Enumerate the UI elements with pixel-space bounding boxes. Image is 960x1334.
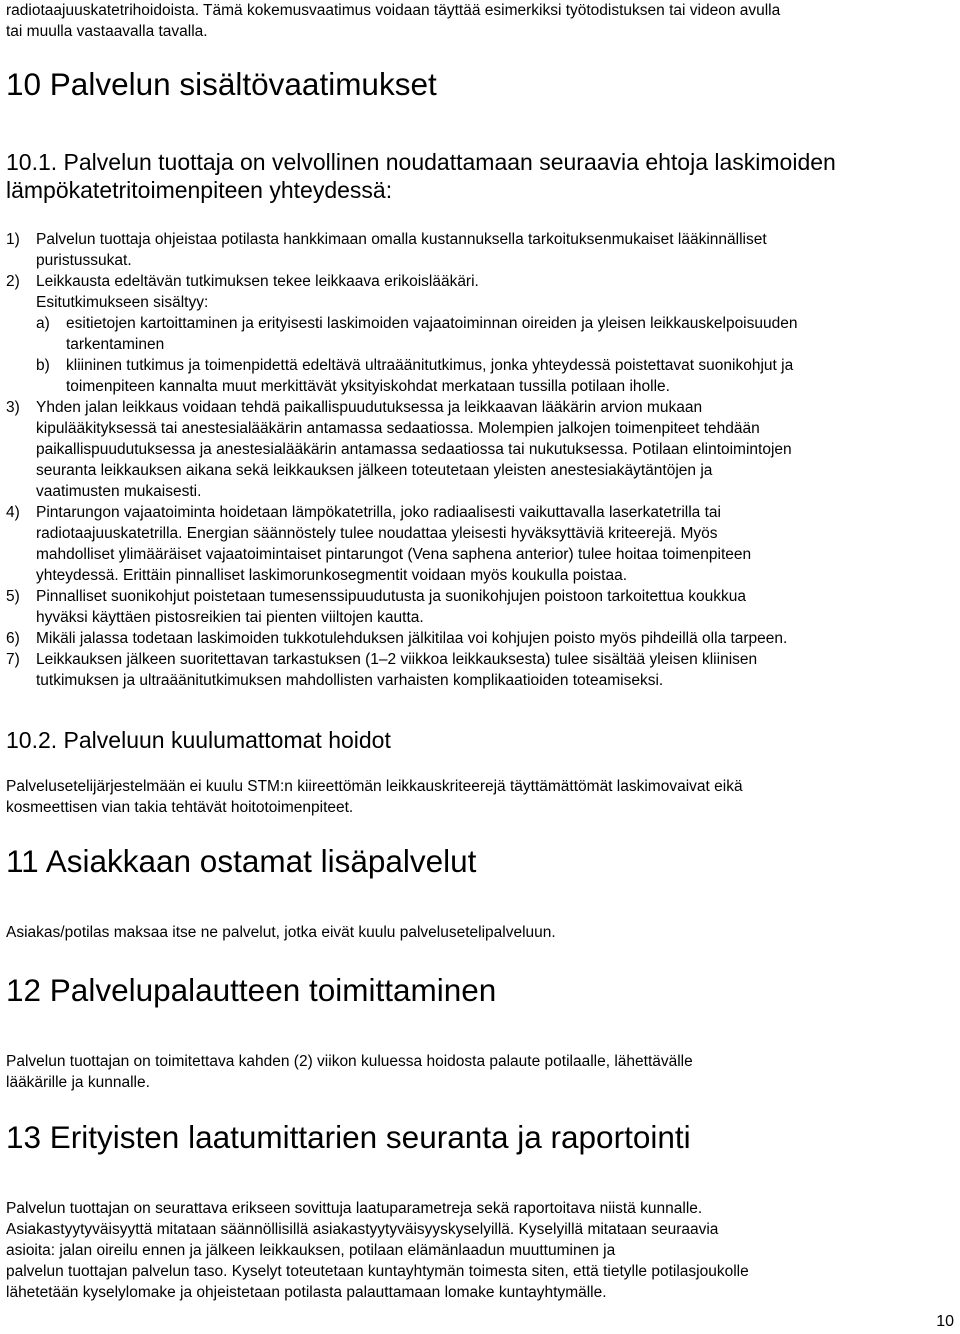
text-line: Mikäli jalassa todetaan laskimoiden tukkotulehduksen jälkitilaa voi kohjujen poisto myös pihdeillä olla tarpeen. — [36, 630, 788, 647]
text-line: lääkärille ja kunnalle. — [6, 1074, 150, 1091]
list-letter: a) — [36, 315, 50, 332]
text-line: puristussukat. — [36, 252, 132, 269]
list-item — [6, 502, 954, 586]
list-item — [6, 229, 954, 271]
list-item — [6, 649, 954, 691]
text-line: Yhden jalan leikkaus voidaan tehdä paikallispuudutuksessa ja leikkaavan lääkärin arvion mukaan — [36, 399, 703, 416]
text-line: toimenpiteen kannalta muut merkittävät yksityiskohdat merkataan tussilla potilaan iholle. — [66, 378, 670, 395]
text-line: tarkentaminen — [66, 336, 165, 353]
section-12-paragraph — [6, 1051, 693, 1093]
subsection-10-1-heading — [6, 148, 836, 204]
text-line: radiotaajuuskatetrihoidoista. Tämä kokemusvaatimus voidaan täyttää esimerkiksi työtodistuksen tai videon avulla — [6, 2, 781, 19]
text-line: asioita: jalan oireilu ennen ja jälkeen leikkauksen, potilaan elämänlaadun muuttuminen ja — [6, 1242, 616, 1259]
section-11-paragraph — [6, 922, 556, 943]
page-number: 10 — [936, 1313, 954, 1330]
text-line: Pintarungon vajaatoiminta hoidetaan lämpökatetrilla, joko radiaalisesti vaikuttavalla laserkatetrilla tai — [36, 504, 721, 521]
list-number: 4) — [6, 504, 20, 521]
text-line: Leikkausta edeltävän tutkimuksen tekee leikkaava erikoislääkäri. — [36, 273, 479, 290]
section-13-paragraph — [6, 1198, 749, 1303]
text-line: kosmeettisen vian takia tehtävät hoitotoimenpiteet. — [6, 799, 354, 816]
heading-line: 10.1. Palvelun tuottaja on velvollinen noudattamaan seuraavia ehtoja laskimoiden — [6, 149, 836, 175]
list-number: 2) — [6, 273, 20, 290]
text-line: esitietojen kartoittaminen ja erityisesti laskimoiden vajaatoiminnan oireiden ja yleisen leikkauskelpoisuuden — [66, 315, 798, 332]
list-item — [6, 271, 954, 313]
list-item — [6, 397, 954, 502]
text-line: kipulääkityksessä tai anestesialääkärin antamassa sedaatiossa. Molempien jalkojen toimenpiteet tehdään — [36, 420, 760, 437]
text-line: radiotaajuuskatetrilla. Energian säännöstely tulee noudattaa yleisesti hyväksyttäviä kriteerejä. Myös — [36, 525, 718, 542]
text-line: Leikkauksen jälkeen suoritettavan tarkastuksen (1–2 viikkoa leikkauksesta) tulee sisältää yleisen kliinisen — [36, 651, 758, 668]
list-item — [6, 586, 954, 628]
text-line: kliininen tutkimus ja toimenpidettä edeltävä ultraäänitutkimus, jonka yhteydessä poistettavat suonikohjut ja — [66, 357, 794, 374]
text-line: paikallispuudutuksessa ja anestesialääkärin antamassa sedaatiossa tai nukutuksessa. Potilaan elintoimintojen — [36, 441, 792, 458]
section-11-heading: 11 Asiakkaan ostamat lisäpalvelut — [6, 843, 477, 879]
list-number: 5) — [6, 588, 20, 605]
list-number: 3) — [6, 399, 20, 416]
text-line: Palvelun tuottajan on toimitettava kahden (2) viikon kuluessa hoidosta palaute potilaalle, lähettävälle — [6, 1053, 693, 1070]
text-line: lähetetään kyselylomake ja ohjeistetaan potilasta palauttamaan lomake kuntayhtymälle. — [6, 1284, 607, 1301]
subsection-10-2-paragraph — [6, 776, 743, 818]
section-12-heading: 12 Palvelupalautteen toimittaminen — [6, 972, 497, 1008]
text-line: Palvelun tuottajan on seurattava erikseen sovittuja laatuparametreja sekä raportoitava niistä kunnalle. — [6, 1200, 703, 1217]
text-line: seuranta leikkauksen aikana sekä leikkauksen jälkeen toteutetaan yleisten anestesiakäytäntöjen ja — [36, 462, 713, 479]
intro-paragraph — [6, 0, 780, 42]
text-line: tai muulla vastaavalla tavalla. — [6, 23, 208, 40]
sub-list-item — [6, 313, 954, 355]
list-number: 1) — [6, 231, 20, 248]
sub-list-item — [6, 355, 954, 397]
text-line: vaatimusten mukaisesti. — [36, 483, 202, 500]
text-line: Palvelusetelijärjestelmään ei kuulu STM:n kiireettömän leikkauskriteerejä täyttämättömät laskimovaivat eikä — [6, 778, 743, 795]
text-line: Palvelun tuottaja ohjeistaa potilasta hankkimaan omalla kustannuksella tarkoituksenmukaiset lääkinnälliset — [36, 231, 767, 248]
section-13-heading: 13 Erityisten laatumittarien seuranta ja raportointi — [6, 1119, 691, 1155]
subsection-10-2-heading: 10.2. Palveluun kuulumattomat hoidot — [6, 727, 391, 753]
text-line: Asiakas/potilas maksaa itse ne palvelut, jotka eivät kuulu palvelusetelipalveluun. — [6, 924, 556, 941]
text-line: Pinnalliset suonikohjut poistetaan tumesenssipuudutusta ja suonikohjujen poistoon tarkoitettua koukkua — [36, 588, 747, 605]
list-letter: b) — [36, 357, 50, 374]
text-line: hyväksi käyttäen pistosreikien tai pienten viiltojen kautta. — [36, 609, 424, 626]
text-line: yhteydessä. Erittäin pinnalliset laskimorunkosegmentit voidaan myös koukulla poistaa. — [36, 567, 628, 584]
list-number: 7) — [6, 651, 20, 668]
text-line: tutkimuksen ja ultraäänitutkimuksen mahdollisten varhaisten komplikaatioiden toteamiseksi. — [36, 672, 664, 689]
list-number: 6) — [6, 630, 20, 647]
list-item — [6, 628, 954, 649]
text-line: mahdolliset ylimääräiset vajaatoimintaiset pintarungot (Vena saphena anterior) tulee hoitaa toimenpiteen — [36, 546, 752, 563]
section-10-heading: 10 Palvelun sisältövaatimukset — [6, 66, 437, 102]
text-line: Esitutkimukseen sisältyy: — [36, 294, 209, 311]
requirements-list — [6, 229, 954, 691]
text-line: Asiakastyytyväisyyttä mitataan säännöllisillä asiakastyytyväisyyskyselyillä. Kyselyillä mitataan seuraavia — [6, 1221, 719, 1238]
text-line: palvelun tuottajan palvelun taso. Kyselyt toteutetaan kuntayhtymän toimesta siten, että tietylle potilasjoukolle — [6, 1263, 749, 1280]
heading-line: lämpökatetritoimenpiteen yhteydessä: — [6, 177, 393, 203]
